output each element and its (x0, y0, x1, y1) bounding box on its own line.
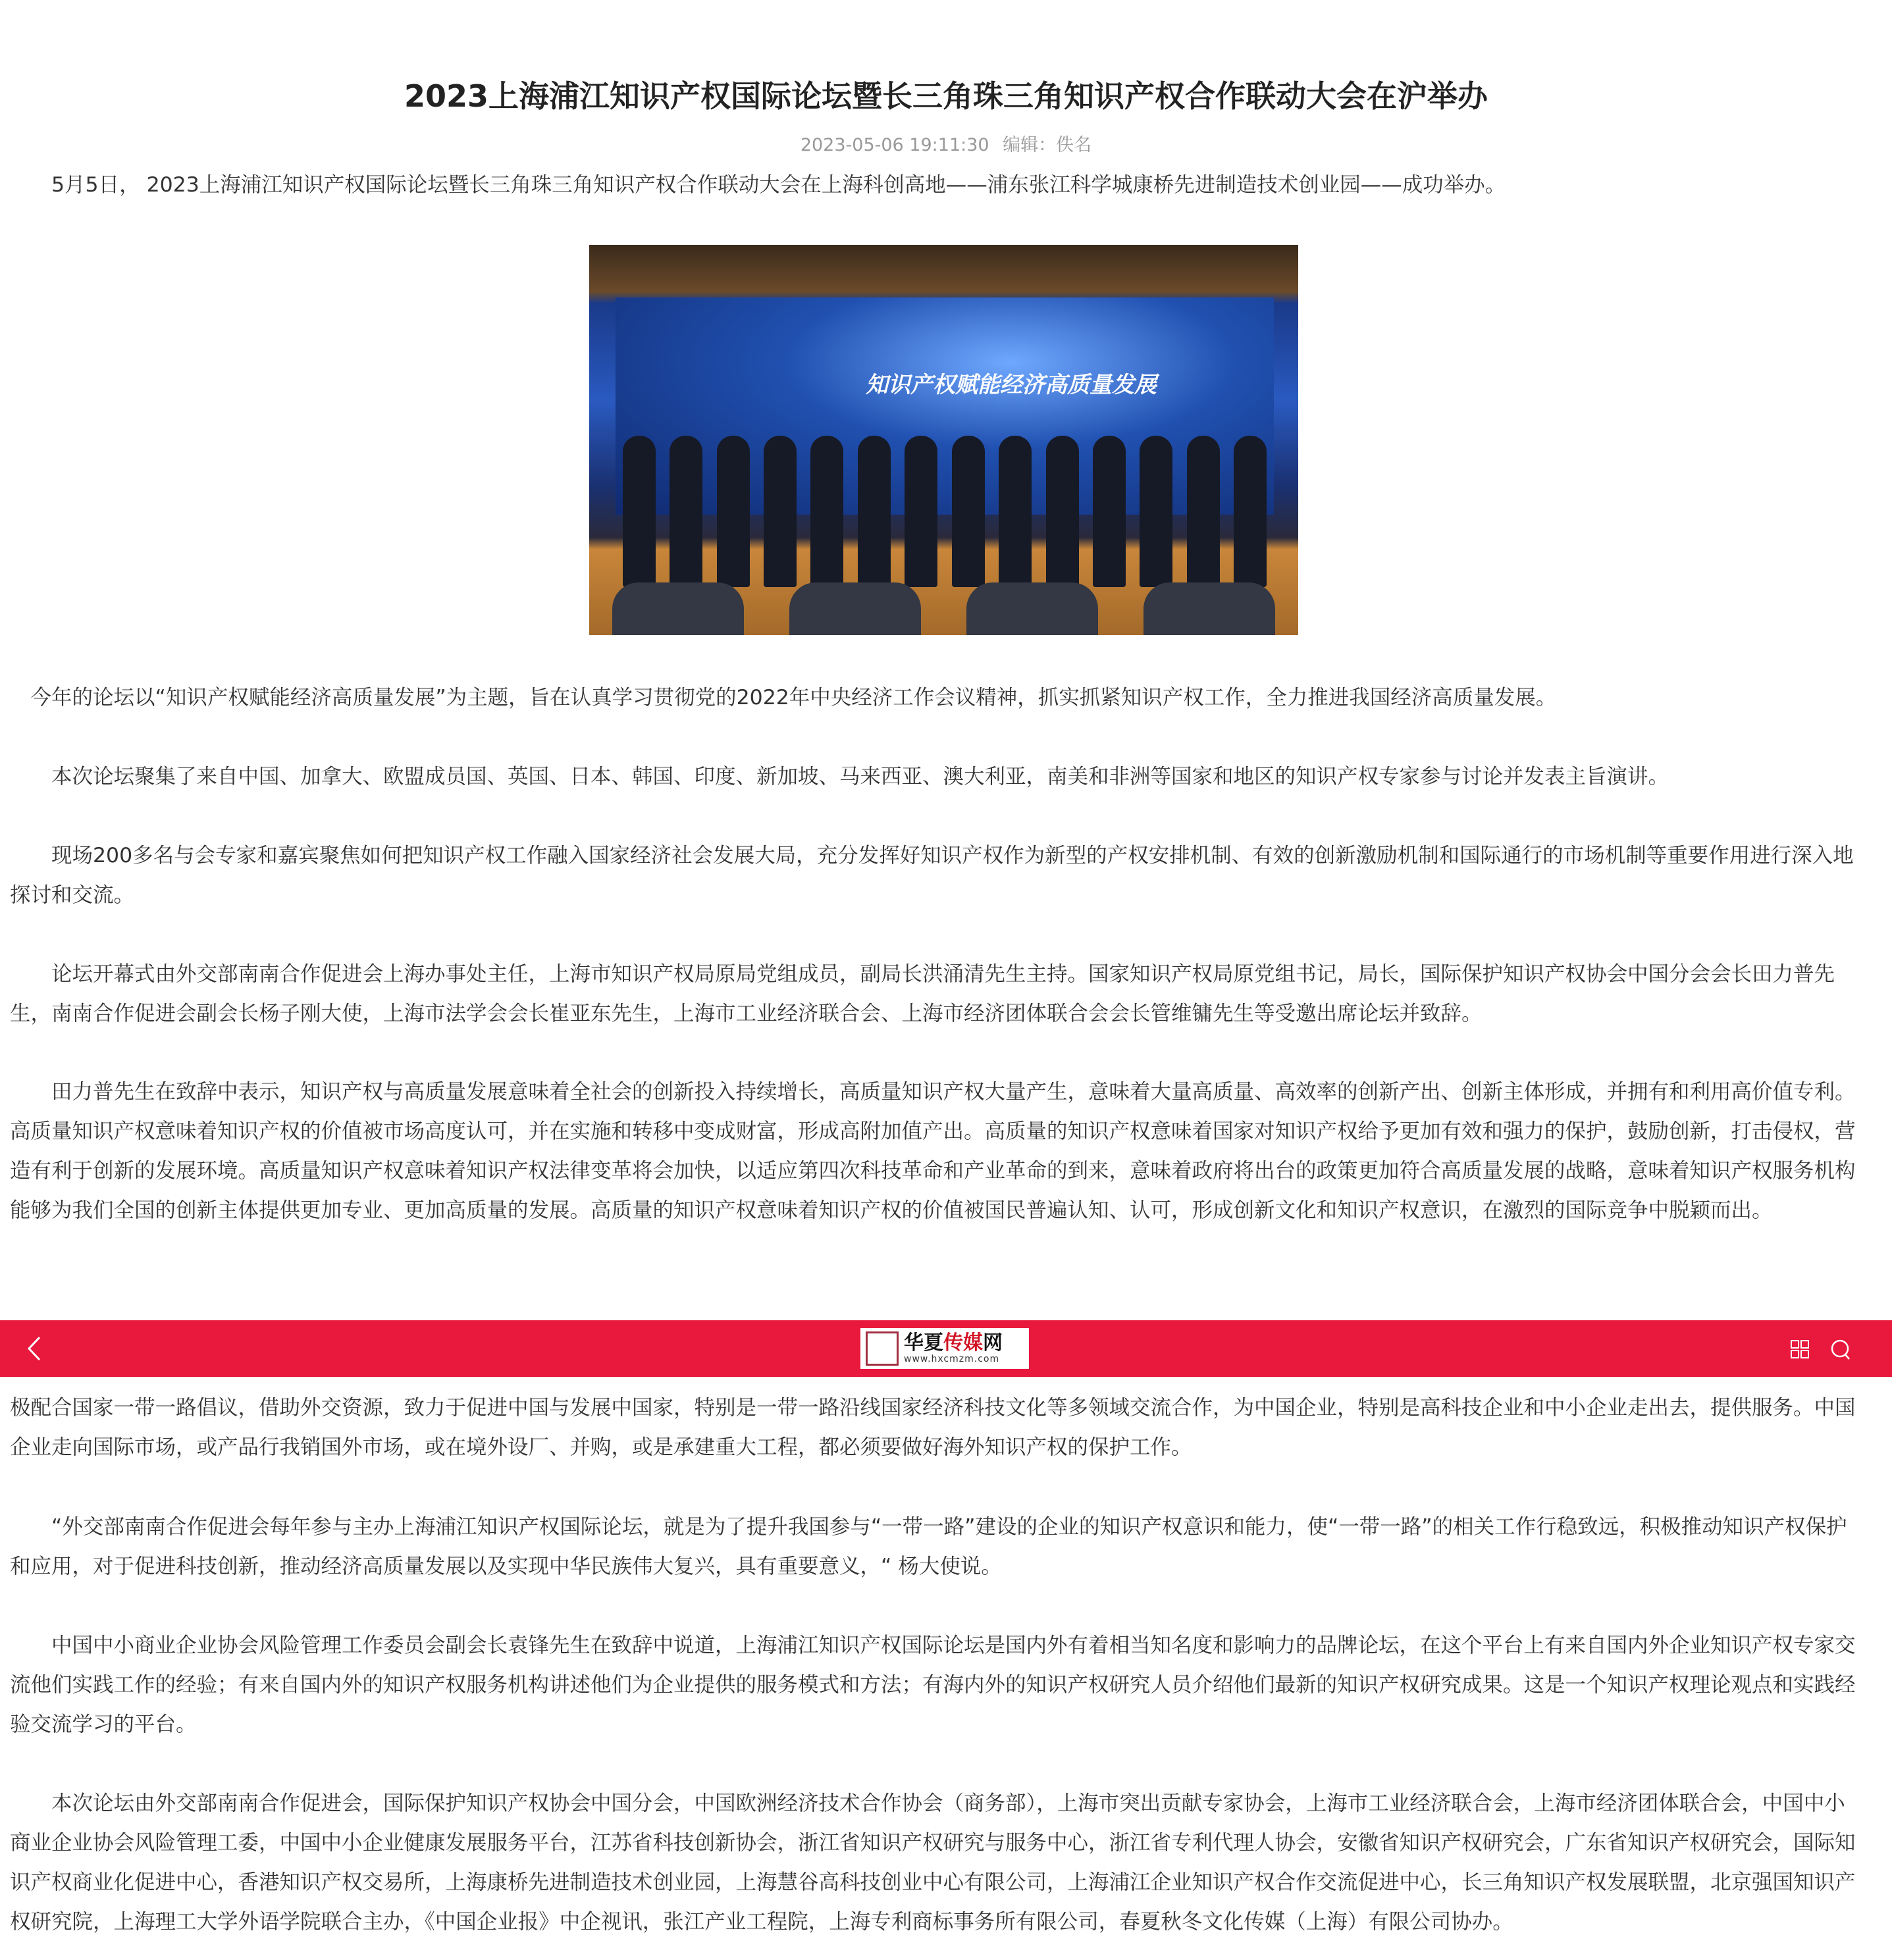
paragraph: 5月5日， 2023上海浦江知识产权国际论坛暨长三角珠三角知识产权合作联动大会在上海科创高地——浦东张江科学城康桥先进制造技术创业园——成功举办。 (51, 173, 1506, 197)
article-photo (589, 245, 1298, 635)
editor: 编辑：佚名 (1003, 135, 1092, 155)
article-title: 2023上海浦江知识产权国际论坛暨长三角珠三角知识产权合作联动大会在沪举办 (404, 78, 1488, 114)
chevron-left-icon (20, 1332, 53, 1365)
menu-grid-button[interactable] (1791, 1340, 1809, 1358)
brand-text: 网 (983, 1331, 1003, 1354)
brand-text: 华夏 (904, 1331, 943, 1354)
site-logo[interactable] (860, 1328, 1029, 1369)
paragraph: 今年的论坛以“知识产权赋能经济高质量发展”为主题，旨在认真学习贯彻党的2022年中央经济工作会议精神，抓实抓紧知识产权工作，全力推进我国经济高质量发展。 (30, 686, 1557, 709)
search-button[interactable] (1830, 1339, 1851, 1361)
paragraph: “外交部南南合作促进会每年参与主办上海浦江知识产权国际论坛，就是为了提升我国参与“一带一路”建设的企业的知识产权意识和能力，使“一带一路”的相关工作行稳致远，积极推动知识产权保护和应用，对于促进科技创新，推动经济高质量发展以及实现中华民族伟大复兴，具有重要意义，“ 杨大使说。 (10, 1515, 1847, 1578)
site-url: www.hxcmzm.com (904, 1354, 1000, 1364)
top-navbar (0, 1320, 1892, 1377)
brand-text-red: 传媒 (943, 1331, 983, 1354)
paragraph: 田力普先生在致辞中表示，知识产权与高质量发展意味着全社会的创新投入持续增长，高质量知识产权大量产生，意味着大量高质量、高效率的创新产出、创新主体形成，并拥有和利用高价值专利。高质量知识产权意味着知识产权的价值被市场高度认可，并在实施和转移中变成财富，形成高附加值产出。高质量的知识产权意味着国家对知识产权给予更加有效和强力的保护，鼓励创新，打击侵权，营造有利于创新的发展环境。高质量知识产权意味着知识产权法律变革将会加快，以适应第四次科技革命和产业革命的到来，意味着政府将出台的政策更加符合高质量发展的战略，意味着知识产权服务机构能够为我们全国的创新主体提供更加专业、更加高质量的发展。高质量的知识产权意味着知识产权的价值被国民普遍认知、认可，形成创新文化和知识产权意识，在激烈的国际竞争中脱颖而出。 (10, 1080, 1856, 1222)
grid-icon (1791, 1340, 1809, 1358)
search-icon (1830, 1339, 1851, 1361)
article-meta (0, 130, 1892, 156)
photo-banner-text: 知识产权赋能经济高质量发展 (866, 372, 1157, 398)
paragraph: 现场200多名与会专家和嘉宾聚焦如何把知识产权工作融入国家经济社会发展大局，充分发挥好知识产权作为新型的产权安排机制、有效的创新激励机制和国际通行的市场机制等重要作用进行深入地探讨和交流。 (10, 844, 1854, 907)
seal-icon (866, 1331, 899, 1366)
publish-datetime: 2023-05-06 19:11:30 (800, 135, 989, 155)
back-button[interactable] (20, 1332, 53, 1365)
paragraph: 中国中小商业企业协会风险管理工作委员会副会长袁锋先生在致辞中说道，上海浦江知识产权国际论坛是国内外有着相当知名度和影响力的品牌论坛，在这个平台上有来自国内外企业知识产权专家交流他们实践工作的经验；有来自国内外的知识产权服务机构讲述他们为企业提供的服务模式和方法；有海内外的知识产权研究人员介绍他们最新的知识产权研究成果。这是一个知识产权理论观点和实践经验交流学习的平台。 (10, 1634, 1856, 1736)
paragraph: 本次论坛聚集了来自中国、加拿大、欧盟成员国、英国、日本、韩国、印度、新加坡、马来西亚、澳大利亚，南美和非洲等国家和地区的知识产权专家参与讨论并发表主旨演讲。 (51, 765, 1669, 788)
paragraph: 论坛开幕式由外交部南南合作促进会上海办事处主任，上海市知识产权局原局党组成员，副局长洪涌清先生主持。国家知识产权局原党组书记，局长，国际保护知识产权协会中国分会会长田力普先生，南南合作促进会副会长杨子刚大使，上海市法学会会长崔亚东先生，上海市工业经济联合会、上海市经济团体联合会会长管维镛先生等受邀出席论坛并致辞。 (10, 962, 1835, 1025)
paragraph: 极配合国家一带一路倡议，借助外交资源，致力于促进中国与发展中国家，特别是一带一路沿线国家经济科技文化等多领域交流合作，为中国企业，特别是高科技企业和中小企业走出去，提供服务。中国企业走向国际市场，或产品行我销国外市场，或在境外设厂、并购，或是承建重大工程，都必须要做好海外知识产权的保护工作。 (10, 1396, 1856, 1459)
paragraph: 本次论坛由外交部南南合作促进会，国际保护知识产权协会中国分会，中国欧洲经济技术合作协会（商务部），上海市突出贡献专家协会，上海市工业经济联合会，上海市经济团体联合会，中国中小商业企业协会风险管理工委，中国中小企业健康发展服务平台，江苏省科技创新协会，浙江省知识产权研究与服务中心，浙江省专利代理人协会，安徽省知识产权研究会，广东省知识产权研究会，国际知识产权商业化促进中心，香港知识产权交易所，上海康桥先进制造技术创业园，上海慧谷高科技创业中心有限公司，上海浦江企业知识产权合作交流促进中心，长三角知识产权发展联盟，北京强国知识产权研究院，上海理工大学外语学院联合主办，《中国企业报》中企视讯，张江产业工程院，上海专利商标事务所有限公司，春夏秋冬文化传媒（上海）有限公司协办。 (10, 1792, 1856, 1934)
